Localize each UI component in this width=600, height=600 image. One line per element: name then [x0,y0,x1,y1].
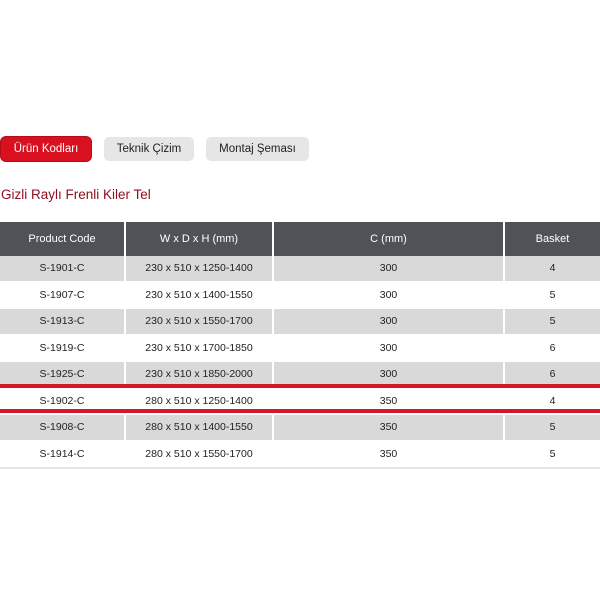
cell-c-mm: 350 [273,414,504,441]
cell-basket: 5 [504,308,600,335]
cell-basket: 5 [504,414,600,441]
cell-c-mm: 300 [273,335,504,362]
header-c-mm: C (mm) [273,222,504,256]
cell-dimensions: 230 x 510 x 1550-1700 [125,308,273,335]
tab-teknik-cizim[interactable]: Teknik Çizim [104,137,194,161]
cell-dimensions: 230 x 510 x 1700-1850 [125,335,273,362]
tab-montaj-semasi[interactable]: Montaj Şeması [206,137,309,161]
highlight-border-top [0,384,600,388]
product-title: Gizli Raylı Frenli Kiler Tel [1,187,151,202]
cell-c-mm: 350 [273,441,504,468]
cell-dimensions: 280 x 510 x 1550-1700 [125,441,273,468]
cell-product-code: S-1913-C [0,308,125,335]
cell-dimensions: 280 x 510 x 1400-1550 [125,414,273,441]
cell-c-mm: 300 [273,361,504,388]
cell-c-mm: 300 [273,256,504,282]
cell-dimensions: 230 x 510 x 1400-1550 [125,282,273,309]
table-row [0,256,600,282]
cell-basket: 6 [504,361,600,388]
tab-urun-kodlari[interactable]: Ürün Kodları [1,137,91,161]
highlight-border-bottom [0,409,600,413]
cell-product-code: S-1914-C [0,441,125,468]
cell-dimensions: 230 x 510 x 1850-2000 [125,361,273,388]
cell-product-code: S-1902-C [0,388,125,415]
table-row [0,308,600,335]
cell-basket: 6 [504,335,600,362]
cell-c-mm: 300 [273,308,504,335]
product-table [0,222,600,468]
cell-product-code: S-1908-C [0,414,125,441]
cell-dimensions: 280 x 510 x 1250-1400 [125,388,273,415]
cell-basket: 4 [504,256,600,282]
table-bottom-divider [0,467,600,469]
cell-product-code: S-1907-C [0,282,125,309]
header-basket: Basket [504,222,600,256]
table-row [0,282,600,309]
table-header-row [0,222,600,256]
table-row [0,335,600,362]
cell-dimensions: 230 x 510 x 1250-1400 [125,256,273,282]
cell-product-code: S-1919-C [0,335,125,362]
table-row [0,414,600,441]
cell-c-mm: 300 [273,282,504,309]
table-row [0,441,600,468]
cell-basket: 4 [504,388,600,415]
header-dimensions: W x D x H (mm) [125,222,273,256]
cell-c-mm: 350 [273,388,504,415]
cell-product-code: S-1925-C [0,361,125,388]
cell-basket: 5 [504,441,600,468]
header-product-code: Product Code [0,222,125,256]
cell-product-code: S-1901-C [0,256,125,282]
cell-basket: 5 [504,282,600,309]
